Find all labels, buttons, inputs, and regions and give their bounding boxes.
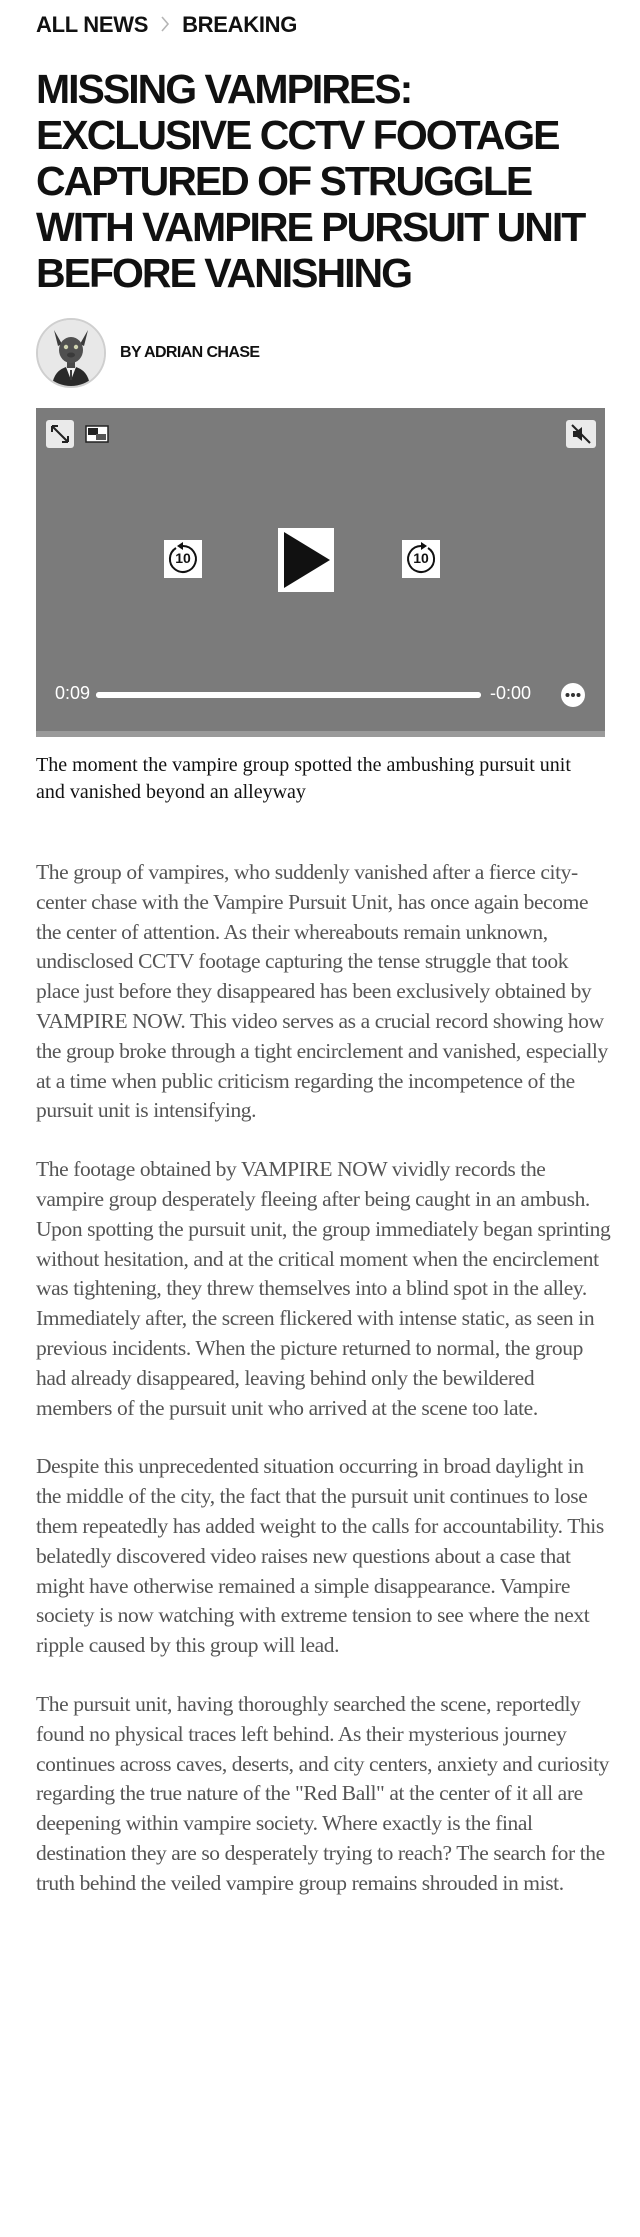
author-block <box>36 316 259 390</box>
skip-forward-label: 10 <box>413 550 429 566</box>
expand-arrows-icon[interactable] <box>46 420 74 448</box>
progress-fill <box>96 692 481 698</box>
body-paragraph: The footage obtained by VAMPIRE NOW vividly records the vampire group desperately fleeing after being caught in an ambush. Upon spotting the pursuit unit, the group immediately began sprinting without hesitation, and at the critical moment when the encirclement was tightening, they threw themselves into a blind spot in the alley. Immediately after, the screen flickered with intense static, as seen in previous incidents. When the picture returned to normal, the group had already disappeared, leaving behind only the bewildered members of the pursuit unit who arrived at the scene too late. <box>36 1157 611 1420</box>
author-byline[interactable]: BY ADRIAN CHASE <box>120 344 260 361</box>
forward-10-icon[interactable] <box>402 540 440 578</box>
article-body <box>36 858 611 1928</box>
body-paragraph: Despite this unprecedented situation occurring in broad daylight in the middle of the city, the fact that the pursuit unit continues to lose them repeatedly has added weight to the calls for accountability. This belatedly discovered video raises new questions about a case that might have otherwise remained a simple disappearance. Vampire society is now watching with extreme tension to see where the next ripple caused by this group will lead. <box>36 1454 604 1658</box>
remaining-time: -0:00 <box>490 683 532 703</box>
video-player[interactable] <box>36 408 605 737</box>
video-caption: The moment the vampire group spotted the ambushing pursuit unit and vanished beyond an alleyway <box>36 754 571 803</box>
body-paragraph: The group of vampires, who suddenly vanished after a fierce city-center chase with the Vampire Pursuit Unit, has once again become the center of attention. As their whereabouts remain unknown, undisclosed CCTV footage capturing the tense struggle that took place just before they disappeared has been exclusively obtained by VAMPIRE NOW. This video serves as a crucial record showing how the group broke through a tight encirclement and vanished, especially at a time when public criticism regarding the incompetence of the pursuit unit is intensifying. <box>36 860 608 1123</box>
picture-in-picture-icon[interactable] <box>82 420 112 448</box>
body-paragraph: The pursuit unit, having thoroughly searched the scene, reportedly found no physical traces left behind. As their mysterious journey continues across caves, deserts, and city centers, anxiety and curiosity regarding the true nature of the "Red Ball" at the center of it all are deepening within vampire society. Where exactly is the final destination they are so desperately trying to reach? The search for the truth behind the veiled vampire group remains shrouded in mist. <box>36 1691 610 1895</box>
avatar-portrait-icon <box>38 320 104 386</box>
article-headline: MISSING VAMPIRES: EXCLUSIVE CCTV FOOTAGE CAPTURED OF STRUGGLE WITH VAMPIRE PURSUIT UNIT BEFORE VANISHING <box>36 66 585 296</box>
more-options-icon[interactable] <box>558 680 588 710</box>
progress-track[interactable] <box>96 692 481 698</box>
rewind-10-icon[interactable] <box>164 540 202 578</box>
breadcrumb-current[interactable]: BREAKING <box>182 12 298 37</box>
elapsed-time: 0:09 <box>54 683 90 703</box>
play-icon <box>278 528 334 592</box>
breadcrumb <box>36 8 297 42</box>
chevron-right-icon <box>160 12 170 38</box>
speaker-muted-icon[interactable] <box>566 420 596 448</box>
skip-back-label: 10 <box>175 550 191 566</box>
breadcrumb-section-link[interactable]: ALL NEWS <box>36 12 149 37</box>
play-button[interactable] <box>278 528 334 592</box>
author-avatar[interactable] <box>36 318 106 388</box>
